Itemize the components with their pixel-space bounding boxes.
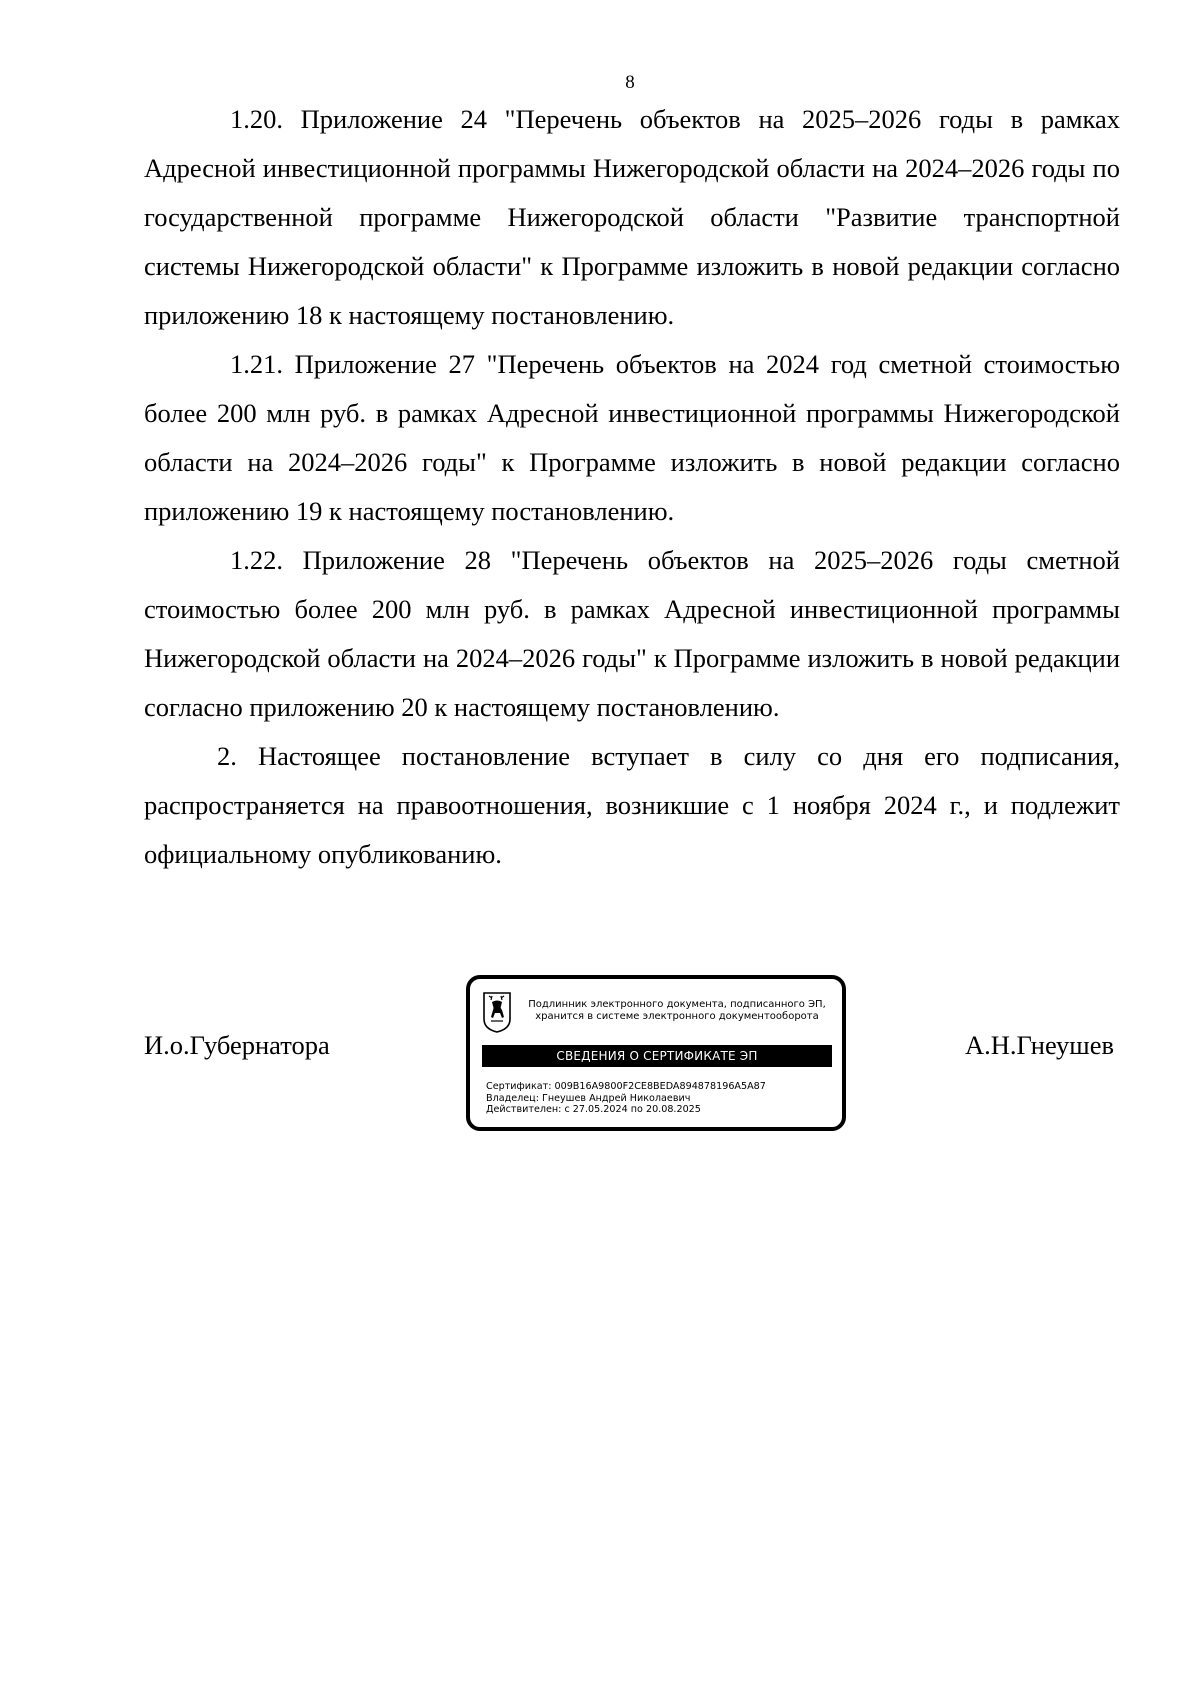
paragraph-2: 2. Настоящее постановление вступает в силу со дня его подписания, распространяется на правоотношения, возникшие с 1 ноября 2024 г., и подлежит официальному опубликованию. bbox=[144, 741, 1120, 869]
electronic-signature-stamp bbox=[466, 975, 846, 1131]
certificate-number: Сертификат: 009B16A9800F2CE8BEDA894878196A5A87 bbox=[486, 1081, 766, 1092]
signer-position: И.о.Губернатора bbox=[144, 1030, 330, 1060]
certificate-validity: Действителен: с 27.05.2024 по 20.08.2025 bbox=[486, 1104, 701, 1115]
document-body bbox=[144, 95, 1120, 879]
signer-name: А.Н.Гнеушев bbox=[964, 1030, 1114, 1060]
stamp-certificate-details bbox=[486, 1081, 766, 1116]
certificate-owner: Владелец: Гнеушев Андрей Николаевич bbox=[486, 1092, 691, 1104]
paragraph-1-21: 1.21. Приложение 27 "Перечень объектов на 2024 год сметной стоимостью более 200 млн руб. в рамках Адресной инвестиционной программы Нижегородской области на 2024–2026 годы" к Программе изложить в новой редакции согласно приложению 19 к настоящему постановлению. bbox=[144, 349, 1120, 526]
paragraph-1-20: 1.20. Приложение 24 "Перечень объектов на 2025–2026 годы в рамках Адресной инвестиционной программы Нижегородской области на 2024–2026 годы по государственной программе Нижегородской области "Развитие транспортной системы Нижегородской области" к Программе изложить в новой редакции согласно приложению 18 к настоящему постановлению. bbox=[144, 104, 1120, 330]
stamp-header-line-2: хранится в системе электронного документооборота bbox=[535, 1011, 819, 1022]
signature-block bbox=[144, 975, 1120, 1140]
paragraph-1-22: 1.22. Приложение 28 "Перечень объектов на 2025–2026 годы сметной стоимостью более 200 млн руб. в рамках Адресной инвестиционной программы Нижегородской области на 2024–2026 годы" к Программе изложить в новой редакции согласно приложению 20 к настоящему постановлению. bbox=[144, 545, 1120, 722]
stamp-header-line-1: Подлинник электронного документа, подписанного ЭП, bbox=[528, 999, 826, 1010]
deer-coat-of-arms-icon bbox=[482, 991, 512, 1033]
stamp-header bbox=[514, 999, 840, 1023]
page-number: 8 bbox=[625, 72, 635, 93]
stamp-title-band: СВЕДЕНИЯ О СЕРТИФИКАТЕ ЭП bbox=[482, 1045, 832, 1067]
